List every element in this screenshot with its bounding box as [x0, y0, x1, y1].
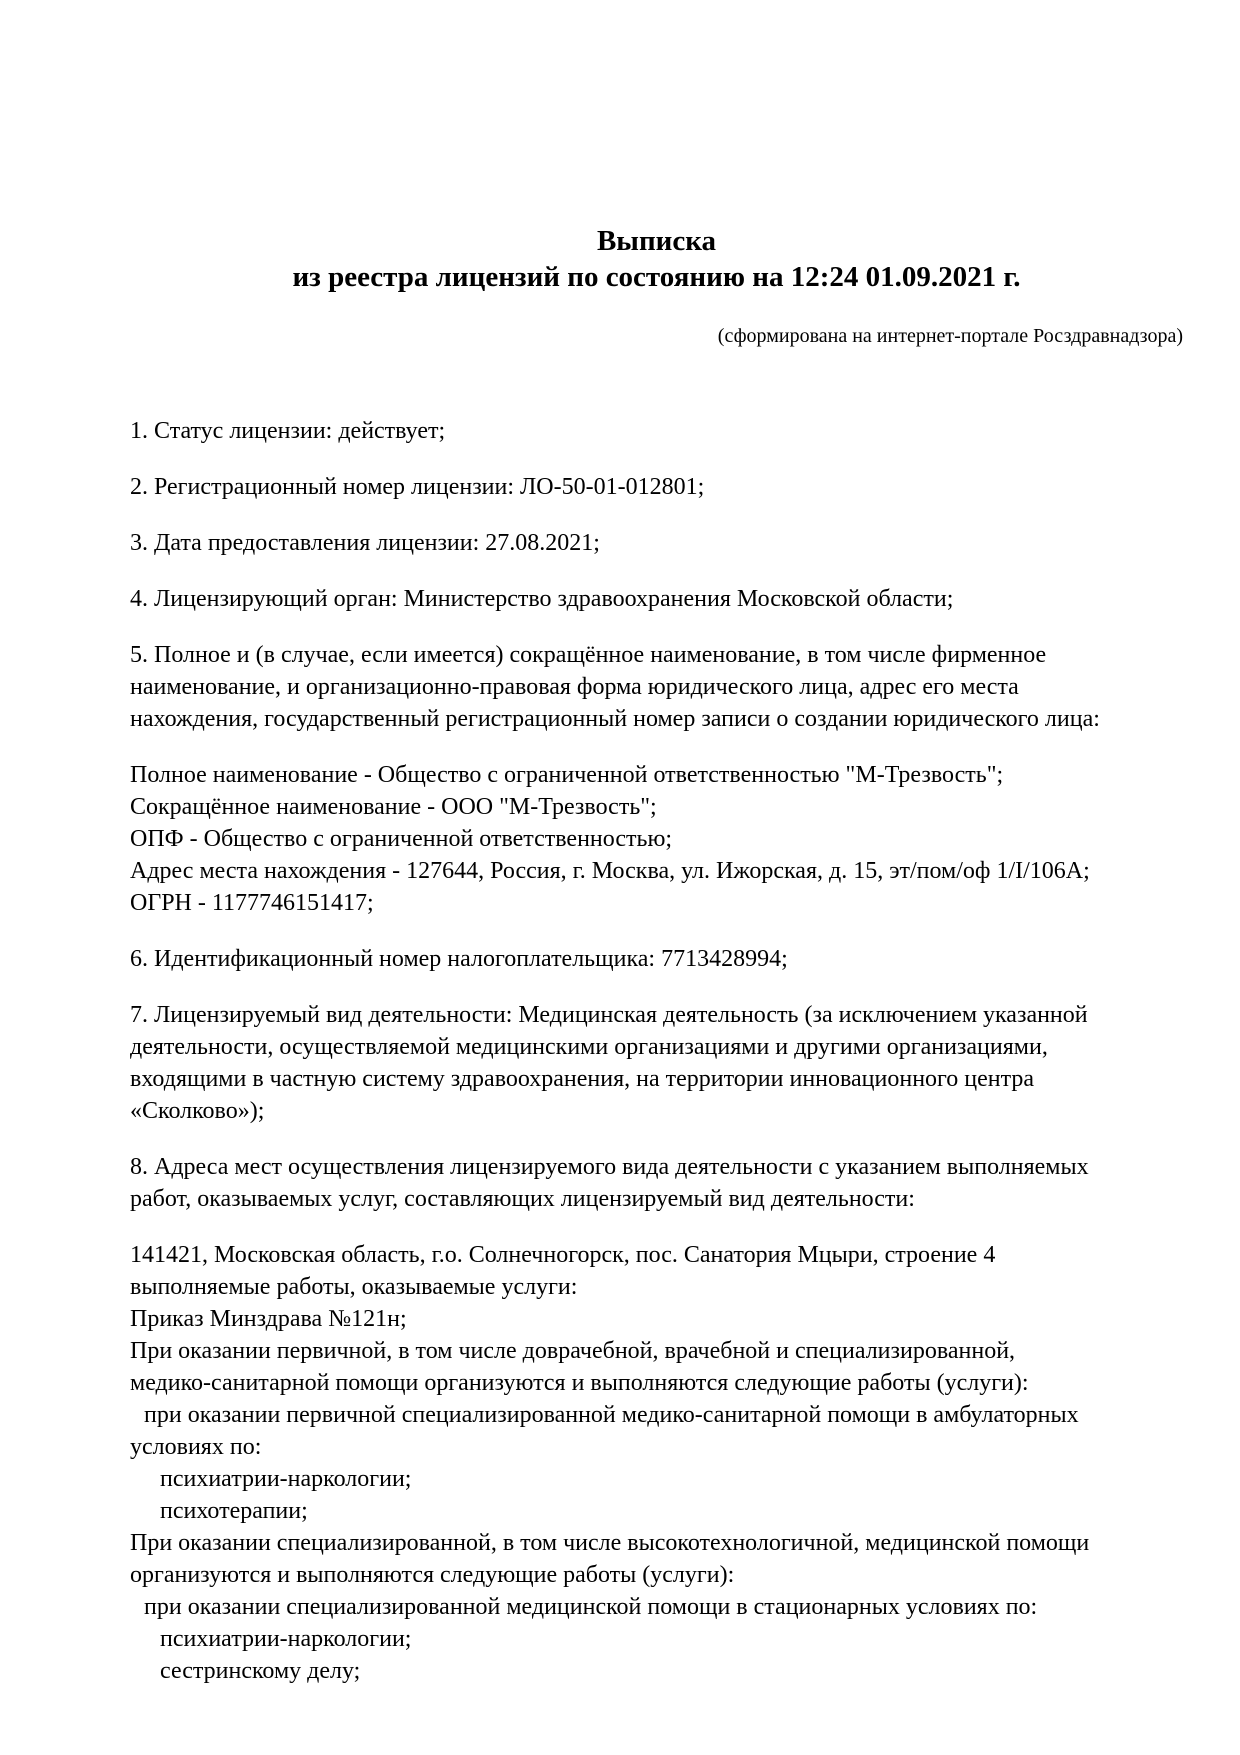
body-line: Полное наименование - Общество с ограниченной ответственностью "М-Трезвость"; — [130, 762, 1004, 788]
body-line: входящими в частную систему здравоохранения, на территории инновационного центра — [130, 1066, 1035, 1092]
body-line: 6. Идентификационный номер налогоплательщика: 7713428994; — [130, 946, 788, 972]
body-line: 2. Регистрационный номер лицензии: ЛО-50-01-012801; — [130, 474, 705, 500]
body-line: 4. Лицензирующий орган: Министерство здравоохранения Московской области; — [130, 586, 954, 612]
body-line: нахождения, государственный регистрационный номер записи о создании юридического лица: — [130, 706, 1100, 732]
body-line: организуются и выполняются следующие работы (услуги): — [130, 1562, 735, 1588]
body-line: 7. Лицензируемый вид деятельности: Медицинская деятельность (за исключением указанной — [130, 1002, 1088, 1028]
document-body — [130, 415, 1183, 1687]
body-line: работ, оказываемых услуг, составляющих лицензируемый вид деятельности: — [130, 1186, 915, 1212]
body-line: ОГРН - 1177746151417; — [130, 890, 374, 916]
body-line: 1. Статус лицензии: действует; — [130, 418, 446, 444]
document-title — [130, 223, 1183, 295]
body-line: 3. Дата предоставления лицензии: 27.08.2021; — [130, 530, 600, 556]
document-subtitle: (сформирована на интернет-портале Росздравнадзора) — [717, 325, 1183, 347]
body-line: при оказании первичной специализированной медико-санитарной помощи в амбулаторных — [144, 1402, 1079, 1428]
body-line: При оказании первичной, в том числе доврачебной, врачебной и специализированной, — [130, 1338, 1016, 1364]
body-line: сестринскому делу; — [160, 1658, 361, 1684]
body-line: 8. Адреса мест осуществления лицензируемого вида деятельности с указанием выполняемых — [130, 1154, 1089, 1180]
body-line: при оказании специализированной медицинской помощи в стационарных условиях по: — [144, 1594, 1038, 1620]
body-line: Адрес места нахождения - 127644, Россия, г. Москва, ул. Ижорская, д. 15, эт/пом/оф 1/I/106А; — [130, 858, 1090, 884]
body-line: деятельности, осуществляемой медицинскими организациями и другими организациями, — [130, 1034, 1048, 1060]
title-line-1: Выписка — [596, 225, 717, 257]
body-line: Приказ Минздрава №121н; — [130, 1306, 407, 1332]
body-line: 5. Полное и (в случае, если имеется) сокращённое наименование, в том числе фирменное — [130, 642, 1047, 668]
title-line-2: из реестра лицензий по состоянию на 12:24 01.09.2021 г. — [292, 261, 1021, 293]
body-line: выполняемые работы, оказываемые услуги: — [130, 1274, 578, 1300]
body-line: медико-санитарной помощи организуются и выполняются следующие работы (услуги): — [130, 1370, 1029, 1396]
body-line: 141421, Московская область, г.о. Солнечногорск, пос. Санатория Мцыри, строение 4 — [130, 1242, 996, 1268]
body-line: психиатрии-наркологии; — [160, 1626, 412, 1652]
body-line: При оказании специализированной, в том числе высокотехнологичной, медицинской помощи — [130, 1530, 1090, 1556]
body-line: психотерапии; — [160, 1498, 308, 1524]
body-line: условиях по: — [130, 1434, 262, 1460]
body-line: наименование, и организационно-правовая форма юридического лица, адрес его места — [130, 674, 1019, 700]
body-line: Сокращённое наименование - ООО "М-Трезвость"; — [130, 794, 657, 820]
body-line: психиатрии-наркологии; — [160, 1466, 412, 1492]
body-line: «Сколково»); — [130, 1098, 265, 1124]
body-line: ОПФ - Общество с ограниченной ответственностью; — [130, 826, 673, 852]
